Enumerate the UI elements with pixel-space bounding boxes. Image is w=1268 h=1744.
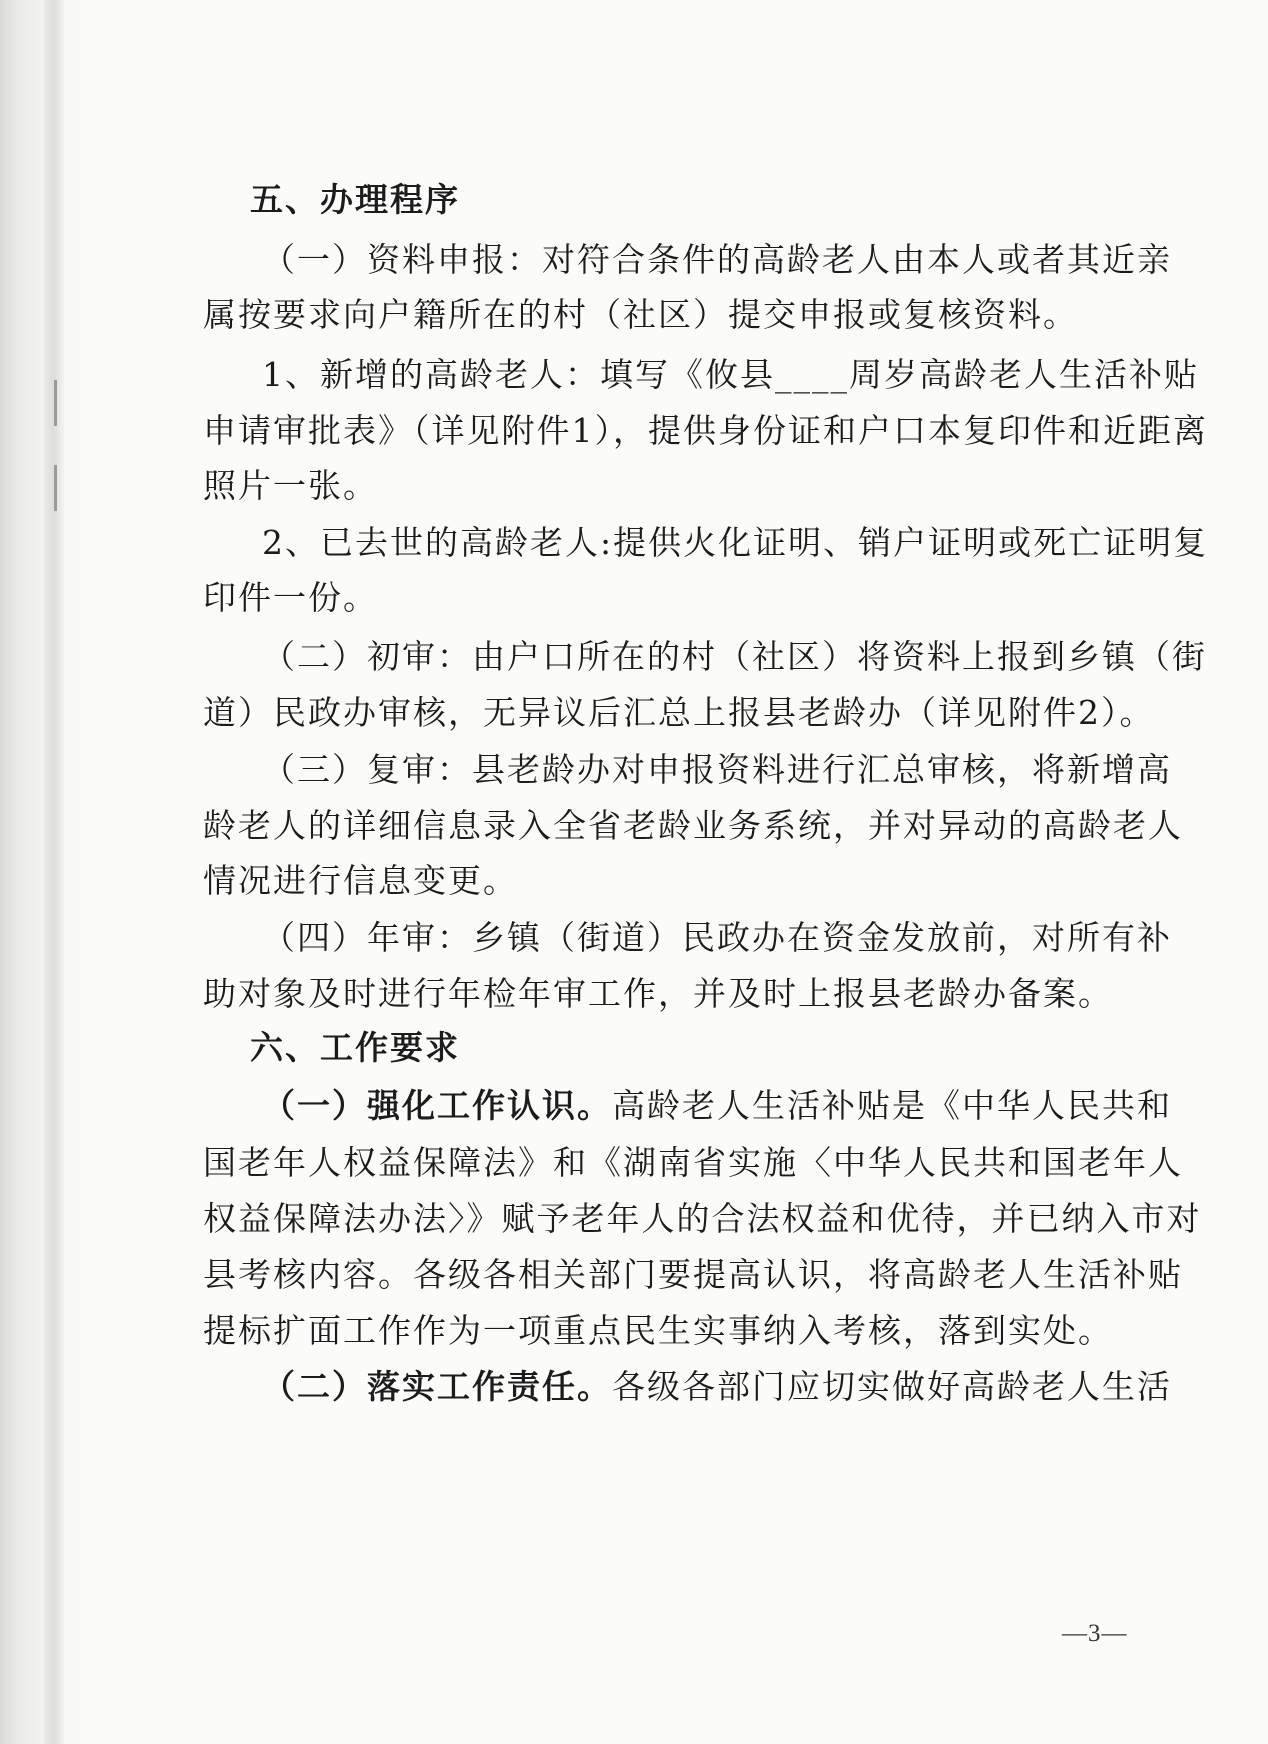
page-number: —3— (1062, 1620, 1128, 1647)
paragraph-line: （三）复审：县老龄办对申报资料进行汇总审核，将新增高 (262, 750, 1172, 789)
paragraph-line: 县考核内容。各级各相关部门要提高认识，将高龄老人生活补贴 (203, 1255, 1183, 1294)
paragraph-line (262, 1367, 1172, 1407)
section-heading-procedure: 五、办理程序 (250, 180, 460, 219)
paragraph-text: 高龄老人生活补贴是《中华人民共和 (612, 1086, 1172, 1125)
paragraph-line: 申请审批表》（详见附件1），提供身份证和户口本复印件和近距离 (203, 411, 1208, 450)
paragraph-line: 国老年人权益保障法》和《湖南省实施〈中华人民共和国老年人 (203, 1143, 1183, 1182)
paragraph-line: 2、已去世的高龄老人:提供火化证明、销户证明或死亡证明复 (262, 523, 1209, 562)
paragraph-line: 属按要求向户籍所在的村（社区）提交申报或复核资料。 (203, 295, 1078, 334)
paragraph-line: 道）民政办审核，无异议后汇总上报县老龄办（详见附件2）。 (203, 693, 1155, 732)
paragraph-line: 权益保障法办法〉》赋予老年人的合法权益和优待，并已纳入市对 (203, 1199, 1202, 1238)
paragraph-line: 龄老人的详细信息录入全省老龄业务系统，并对异动的高龄老人 (203, 806, 1183, 845)
paragraph-line: 助对象及时进行年检年审工作，并及时上报县老龄办备案。 (203, 974, 1113, 1013)
subheading-strengthen-awareness: （一）强化工作认识。 (262, 1086, 612, 1125)
paragraph-line: 印件一份。 (203, 578, 378, 617)
paragraph-text: 各级各部门应切实做好高龄老人生活 (612, 1367, 1172, 1406)
paragraph-line (262, 1086, 1172, 1126)
paragraph-line: 情况进行信息变更。 (203, 861, 518, 900)
paragraph-line: 1、新增的高龄老人：填写《攸县____周岁高龄老人生活补贴 (262, 355, 1199, 394)
section-heading-requirements: 六、工作要求 (250, 1028, 460, 1067)
paragraph-line: （四）年审：乡镇（街道）民政办在资金发放前，对所有补 (262, 918, 1172, 957)
paragraph-line: 照片一张。 (203, 466, 378, 505)
paragraph-line: 提标扩面工作作为一项重点民生实事纳入考核，落到实处。 (203, 1311, 1113, 1350)
paragraph-line: （一）资料申报：对符合条件的高龄老人由本人或者其近亲 (262, 240, 1172, 279)
subheading-implement-responsibility: （二）落实工作责任。 (262, 1367, 612, 1406)
paragraph-line: （二）初审：由户口所在的村（社区）将资料上报到乡镇（街 (262, 637, 1207, 676)
